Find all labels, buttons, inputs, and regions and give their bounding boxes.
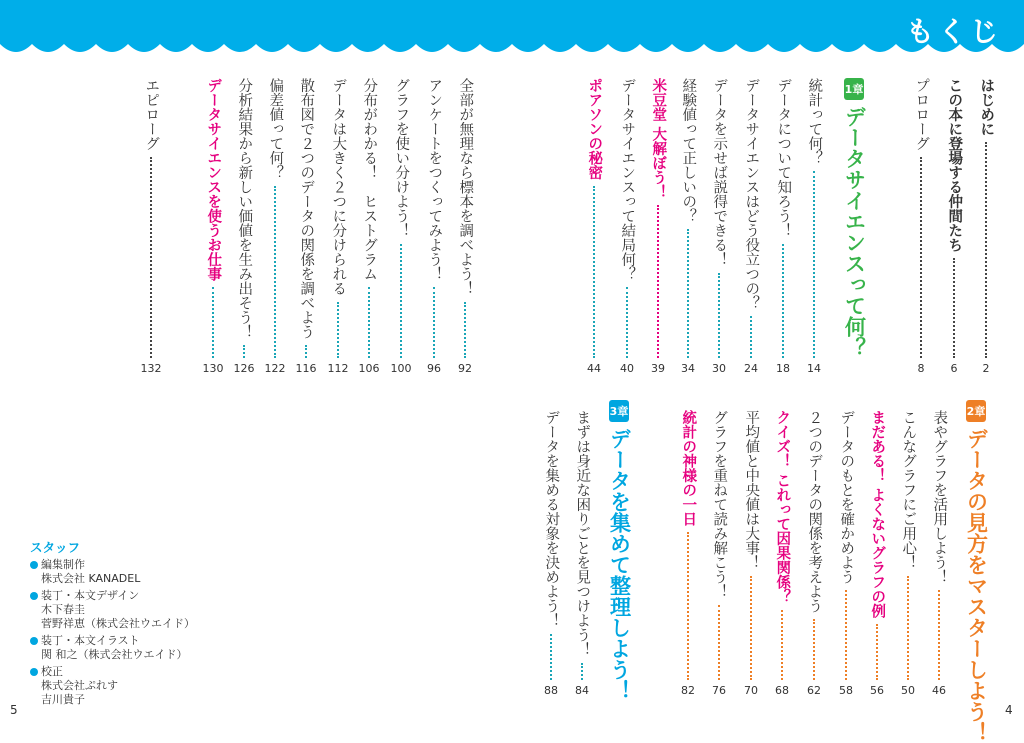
toc-entry[interactable] xyxy=(420,78,448,376)
staff-role-label: 装丁・本文デザイン xyxy=(41,589,140,602)
toc-entry-page: 56 xyxy=(870,684,884,697)
staff-group-editing xyxy=(30,558,195,586)
staff-role xyxy=(30,558,195,572)
toc-entry[interactable] xyxy=(355,78,383,376)
chapter-2-heading[interactable] xyxy=(962,400,990,743)
toc-leader-dots xyxy=(920,157,922,359)
staff-group-illustration xyxy=(30,634,195,662)
toc-entry[interactable] xyxy=(230,78,258,376)
toc-entry-page: 130 xyxy=(202,362,224,375)
toc-leader-dots xyxy=(750,576,752,681)
chapter-2-title: データの見方をマスターしよう！ xyxy=(964,428,989,743)
toc-entry-label: 分布がわかる！ ヒストグラム xyxy=(361,78,378,281)
toc-leader-dots xyxy=(718,605,720,681)
toc-leader-dots xyxy=(212,287,214,358)
toc-leader-dots xyxy=(433,287,435,358)
toc-entry-page: 112 xyxy=(327,362,349,375)
toc-entry[interactable] xyxy=(569,410,595,698)
toc-entry-page: 58 xyxy=(839,684,853,697)
toc-entry[interactable] xyxy=(706,78,732,376)
staff-group-proofreading xyxy=(30,665,195,707)
toc-entry-label: ２つのデータの関係を考えよう xyxy=(806,410,823,613)
toc-entry-label: 分析結果から新しい価値を生み出そう！ xyxy=(236,78,253,339)
toc-leader-dots xyxy=(305,345,307,358)
toc-entry-label: 経験値って正しいの？ xyxy=(680,78,697,223)
toc-leader-dots xyxy=(845,590,847,680)
toc-entry-label: データを示せば説得できる！ xyxy=(711,78,728,267)
toc-entry-label: データサイエンスを使うお仕事 xyxy=(205,78,222,281)
toc-entry[interactable] xyxy=(926,410,952,698)
toc-entry-prologue[interactable] xyxy=(908,78,934,376)
toc-leader-dots xyxy=(953,258,955,358)
toc-leader-dots xyxy=(337,302,339,359)
toc-entry-label: 表やグラフを活用しよう！ xyxy=(931,410,948,584)
toc-entry-page: 88 xyxy=(544,684,558,697)
staff-credits xyxy=(30,541,195,710)
toc-entry[interactable] xyxy=(451,78,479,376)
wave-shape xyxy=(0,0,1024,52)
toc-entry[interactable] xyxy=(645,78,671,376)
bullet-dot-icon xyxy=(30,592,38,600)
staff-role xyxy=(30,589,195,603)
toc-entry-label: まずは身近な困りごとを見つけよう！ xyxy=(574,410,591,657)
toc-entry-label: この本に登場する仲間たち xyxy=(946,78,963,252)
toc-entry-label: クイズ！ これって因果関係？ xyxy=(774,410,791,604)
toc-entry[interactable] xyxy=(538,410,564,698)
toc-entry-label: 平均値と中央値は大事！ xyxy=(743,410,760,570)
staff-name: 関 和之（株式会社ウエイド） xyxy=(41,648,188,661)
toc-entry-label: データサイエンスって結局何？ xyxy=(619,78,636,281)
toc-entry[interactable] xyxy=(833,410,859,698)
toc-entry-page: 116 xyxy=(295,362,317,375)
toc-entry-label: 散布図で２つのデータの関係を調べよう xyxy=(298,78,315,339)
toc-entry-page: 122 xyxy=(264,362,286,375)
chapter-1-badge: 1章 xyxy=(844,78,864,100)
chapter-3-badge: 3章 xyxy=(609,400,629,422)
toc-entry-page: 46 xyxy=(932,684,946,697)
toc-leader-dots xyxy=(813,619,815,680)
toc-leader-dots xyxy=(593,186,595,359)
toc-entry-page: 34 xyxy=(681,362,695,375)
toc-entry-label: 統計の神様の一日 xyxy=(680,410,697,526)
toc-entry[interactable] xyxy=(387,78,415,376)
wave-banner xyxy=(0,0,1024,60)
toc-entry-page: 6 xyxy=(950,362,958,375)
toc-leader-dots xyxy=(581,663,583,681)
toc-leader-dots xyxy=(938,590,940,680)
toc-entry-label: プロローグ xyxy=(913,78,930,151)
toc-entry-label: アンケートをつくってみよう！ xyxy=(426,78,443,281)
staff-name: 株式会社ぷれす xyxy=(41,679,118,692)
toc-entry-page: 96 xyxy=(427,362,441,375)
toc-entry-label: まだある！ よくないグラフの例 xyxy=(869,410,886,619)
toc-entry-page: 50 xyxy=(901,684,915,697)
toc-leader-dots xyxy=(985,142,987,358)
staff-role xyxy=(30,665,195,679)
toc-leader-dots xyxy=(687,532,689,680)
toc-entry-label: グラフを使い分けよう！ xyxy=(393,78,410,238)
staff-role xyxy=(30,634,195,648)
toc-entry-page: 8 xyxy=(917,362,925,375)
toc-leader-dots xyxy=(626,287,628,358)
toc-entry-page: 132 xyxy=(140,362,162,375)
toc-entry[interactable] xyxy=(261,78,289,376)
toc-entry-page: 2 xyxy=(982,362,990,375)
toc-leader-dots xyxy=(550,634,552,681)
chapter-1-heading[interactable] xyxy=(840,78,868,358)
toc-leader-dots xyxy=(907,576,909,681)
toc-leader-dots xyxy=(782,244,784,359)
toc-entry-epilogue[interactable] xyxy=(137,78,165,376)
toc-leader-dots xyxy=(813,171,815,358)
toc-entry-label: 全部が無理なら標本を調べよう！ xyxy=(457,78,474,296)
toc-entry-label: データのもとを確かめよう xyxy=(838,410,855,584)
page-number-right: 4 xyxy=(1005,703,1013,717)
chapter-1-title: データサイエンスって何？ xyxy=(842,106,867,358)
toc-entry[interactable] xyxy=(614,78,640,376)
toc-leader-dots xyxy=(876,624,878,680)
toc-entry-label: グラフを重ねて読み解こう！ xyxy=(711,410,728,599)
staff-name: 木下春圭 xyxy=(41,603,85,616)
toc-entry[interactable] xyxy=(675,410,701,698)
bullet-dot-icon xyxy=(30,668,38,676)
page-title: もくじ xyxy=(905,15,1002,48)
toc-entry[interactable] xyxy=(199,78,227,376)
staff-title: スタッフ xyxy=(30,540,81,555)
toc-entry-label: こんなグラフにご用心！ xyxy=(900,410,917,570)
toc-entry[interactable] xyxy=(581,78,607,376)
toc-entry-page: 106 xyxy=(358,362,380,375)
toc-entry[interactable] xyxy=(801,410,827,698)
toc-entry-page: 68 xyxy=(775,684,789,697)
toc-leader-dots xyxy=(243,345,245,358)
toc-entry-label: エピローグ xyxy=(143,78,160,151)
toc-leader-dots xyxy=(368,287,370,358)
toc-entry-label: データについて知ろう！ xyxy=(775,78,792,238)
toc-leader-dots xyxy=(150,157,152,359)
staff-role-label: 編集制作 xyxy=(41,558,85,571)
toc-entry[interactable] xyxy=(675,78,701,376)
toc-entry[interactable] xyxy=(738,78,764,376)
toc-entry-page: 30 xyxy=(712,362,726,375)
chapter-2-badge: 2章 xyxy=(966,400,986,422)
toc-leader-dots xyxy=(400,244,402,359)
toc-entry-page: 100 xyxy=(390,362,412,375)
chapter-3-title: データを集めて整理しよう！ xyxy=(607,428,632,701)
toc-entry-page: 62 xyxy=(807,684,821,697)
toc-entry-label: 米豆堂 大解ぼう！ xyxy=(650,78,667,200)
staff-group-design xyxy=(30,589,195,631)
toc-entry[interactable] xyxy=(738,410,764,698)
toc-entry-page: 84 xyxy=(575,684,589,697)
toc-entry-page: 18 xyxy=(776,362,790,375)
toc-entry-label: 偏差値って何？ xyxy=(267,78,284,180)
toc-entry-label: データサイエンスはどう役立つの？ xyxy=(743,78,760,310)
toc-leader-dots xyxy=(657,205,659,358)
staff-role-label: 装丁・本文イラスト xyxy=(41,634,140,647)
toc-entry-page: 24 xyxy=(744,362,758,375)
toc-entry-label: データは大きく２つに分けられる xyxy=(330,78,347,296)
staff-role-label: 校正 xyxy=(41,665,63,678)
toc-entry-label: データを集める対象を決めよう！ xyxy=(543,410,560,628)
toc-entry-page: 92 xyxy=(458,362,472,375)
toc-entry[interactable] xyxy=(770,78,796,376)
toc-entry-page: 40 xyxy=(620,362,634,375)
toc-entry[interactable] xyxy=(769,410,795,698)
toc-entry-page: 82 xyxy=(681,684,695,697)
toc-leader-dots xyxy=(750,316,752,358)
toc-entry-page: 14 xyxy=(807,362,821,375)
toc-entry-page: 70 xyxy=(744,684,758,697)
toc-leader-dots xyxy=(687,229,689,358)
toc-entry[interactable] xyxy=(801,78,827,376)
toc-entry[interactable] xyxy=(706,410,732,698)
toc-leader-dots xyxy=(274,186,276,359)
toc-leader-dots xyxy=(718,273,720,359)
toc-entry-hajimeni[interactable] xyxy=(973,78,999,376)
toc-entry[interactable] xyxy=(895,410,921,698)
bullet-dot-icon xyxy=(30,637,38,645)
chapter-3-heading[interactable] xyxy=(605,400,633,701)
toc-leader-dots xyxy=(781,610,783,680)
staff-name: 吉川貴子 xyxy=(41,693,85,706)
toc-entry-label: はじめに xyxy=(978,78,995,136)
toc-entry[interactable] xyxy=(292,78,320,376)
staff-name: 菅野祥恵（株式会社ウエイド） xyxy=(41,617,195,630)
toc-entry-page: 76 xyxy=(712,684,726,697)
page-number-left: 5 xyxy=(10,703,18,717)
toc-entry[interactable] xyxy=(324,78,352,376)
toc-entry-page: 44 xyxy=(587,362,601,375)
toc-entry-page: 126 xyxy=(233,362,255,375)
toc-entry-label: ポアソンの秘密 xyxy=(586,78,603,180)
toc-entry[interactable] xyxy=(864,410,890,698)
toc-leader-dots xyxy=(464,302,466,359)
toc-entry-page: 39 xyxy=(651,362,665,375)
toc-entry-characters[interactable] xyxy=(941,78,967,376)
staff-name: 株式会社 KANADEL xyxy=(41,572,141,585)
bullet-dot-icon xyxy=(30,561,38,569)
toc-entry-label: 統計って何？ xyxy=(806,78,823,165)
